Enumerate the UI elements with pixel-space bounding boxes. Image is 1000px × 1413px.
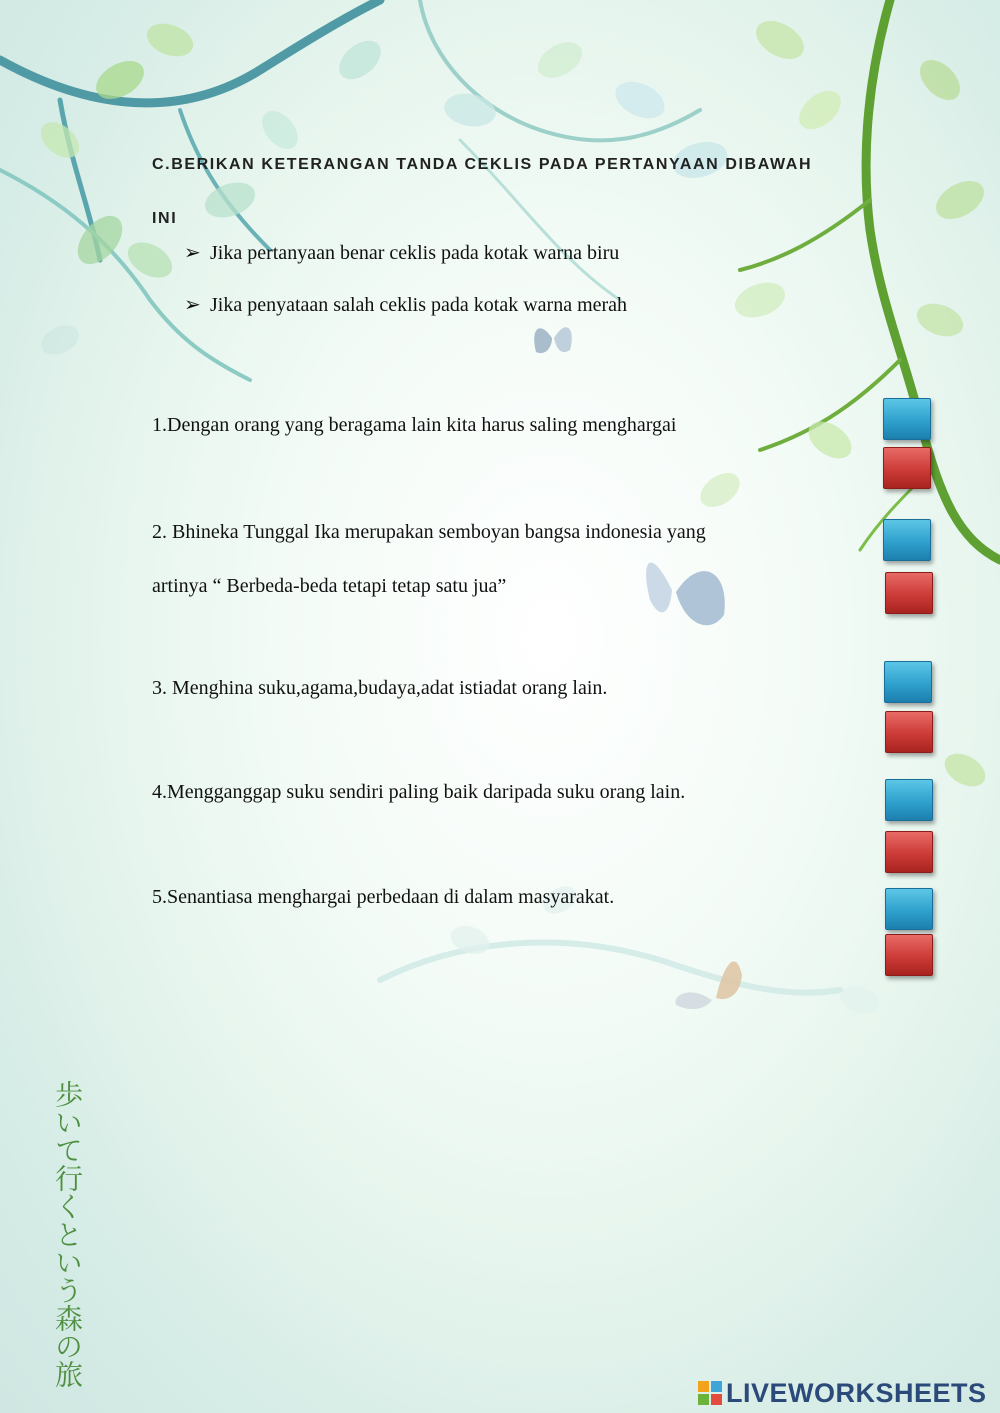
q5-true-box[interactable] xyxy=(885,888,933,930)
instruction-item xyxy=(184,240,619,265)
logo-text: LIVEWORKSHEETS xyxy=(726,1378,987,1408)
arrow-bullet-icon: ➢ xyxy=(184,294,201,316)
question-3: 3. Menghina suku,agama,budaya,adat istiadat orang lain. xyxy=(152,677,608,699)
q1-false-box[interactable] xyxy=(883,447,931,489)
question-2-line-1: 2. Bhineka Tunggal Ika merupakan semboyan bangsa indonesia yang xyxy=(152,521,706,543)
question-2 xyxy=(152,505,848,613)
instruction-text: Jika pertanyaan benar ceklis pada kotak warna biru xyxy=(210,242,620,264)
arrow-bullet-icon: ➢ xyxy=(184,242,201,264)
q2-true-box[interactable] xyxy=(883,519,931,561)
instruction-text: Jika penyataan salah ceklis pada kotak warna merah xyxy=(210,294,628,316)
q4-false-box[interactable] xyxy=(885,831,933,873)
q2-false-box[interactable] xyxy=(885,572,933,614)
q4-true-box[interactable] xyxy=(885,779,933,821)
heading-line-2: INI xyxy=(152,210,178,227)
japanese-decor-text: 歩いて行くという森の旅 xyxy=(51,1080,84,1388)
butterfly-small xyxy=(534,327,572,353)
q5-false-box[interactable] xyxy=(885,934,933,976)
heading-line-1: C.BERIKAN KETERANGAN TANDA CEKLIS PADA PERTANYAAN DIBAWAH xyxy=(152,156,813,173)
q3-true-box[interactable] xyxy=(884,661,932,703)
question-1: 1.Dengan orang yang beragama lain kita harus saling menghargai xyxy=(152,414,677,436)
question-2-line-2: artinya “ Berbeda-beda tetapi tetap satu jua” xyxy=(152,575,507,597)
q3-false-box[interactable] xyxy=(885,711,933,753)
q1-true-box[interactable] xyxy=(883,398,931,440)
instruction-heading xyxy=(152,138,848,246)
question-4: 4.Mengganggap suku sendiri paling baik daripada suku orang lain. xyxy=(152,781,686,803)
question-5: 5.Senantiasa menghargai perbedaan di dalam masyarakat. xyxy=(152,886,615,908)
liveworksheets-logo-icon xyxy=(698,1381,722,1405)
branch-bottom-faint xyxy=(380,943,840,993)
instruction-item xyxy=(184,292,627,317)
